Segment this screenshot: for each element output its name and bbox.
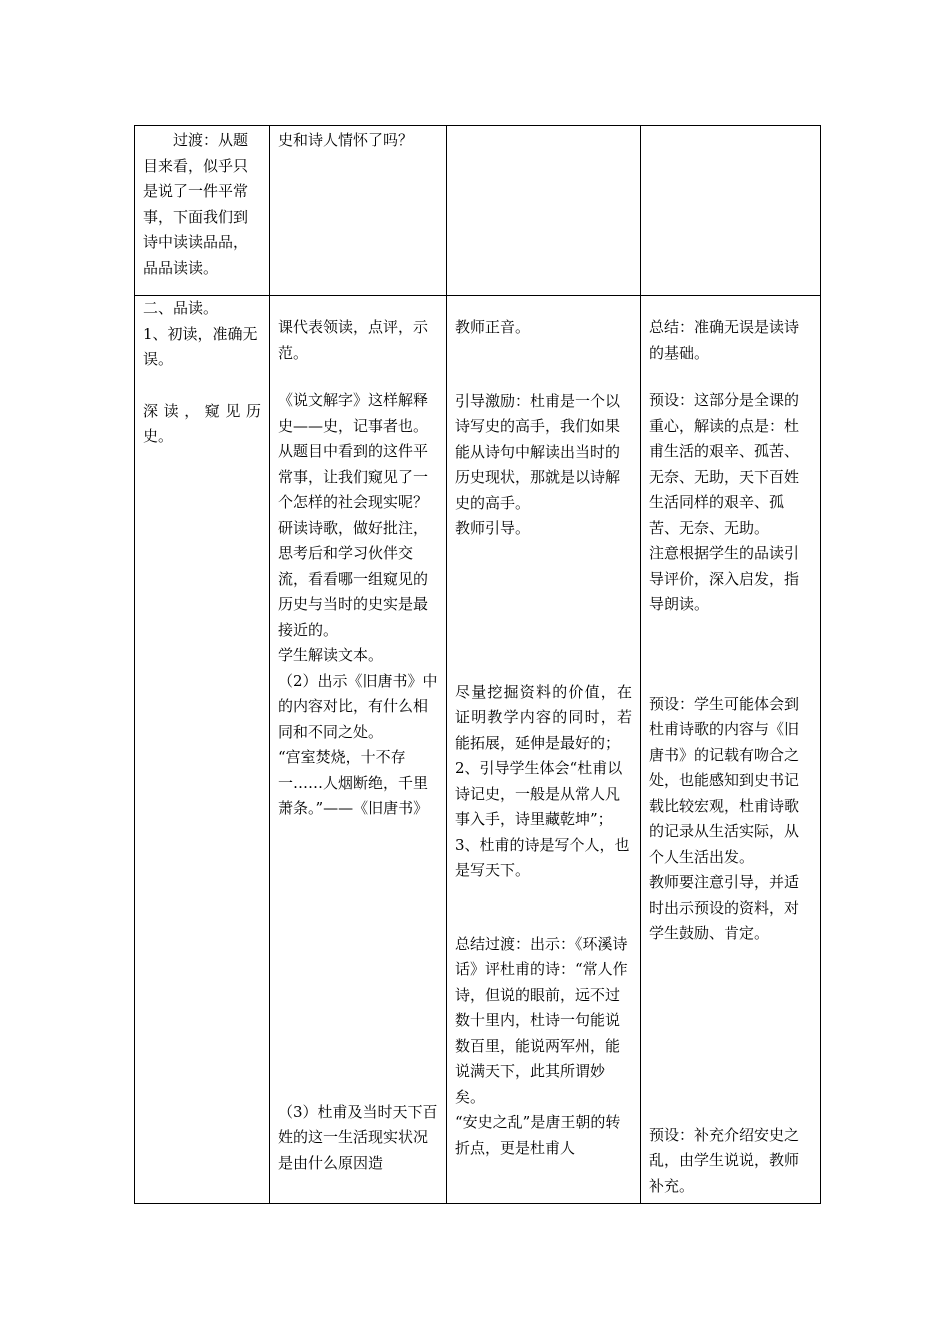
transition-text: 过渡：从题目来看，似乎只是说了一件平常事，下面我们到诗中读读品品，品品读读。	[143, 131, 249, 277]
table-cell	[641, 296, 821, 1204]
table-cell	[641, 126, 821, 296]
paragraph: “安史之乱”是唐王朝的转折点，更是杜甫人	[455, 1113, 621, 1157]
paragraph: 3、杜甫的诗是写个人，也是写天下。	[455, 835, 630, 879]
lesson-plan-table	[134, 125, 821, 1204]
table-cell	[270, 296, 447, 1204]
paragraph: 预设：补充介绍安史之乱，由学生说说，教师补充。	[649, 1125, 800, 1195]
table-cell	[447, 296, 641, 1204]
paragraph: 《说文解字》这样解释史——史，记事者也。从题目中看到的这件平常事，让我们窥见了一个怎样的社会现实呢？	[278, 391, 429, 511]
section-title: 二、品读。	[143, 299, 219, 317]
paragraph: 预设：这部分是全课的重心，解读的点是：杜甫生活的艰辛、孤苦、无奈、无助，天下百姓生活同样的艰辛、孤苦、无奈、无助。	[649, 391, 800, 537]
table-cell	[270, 126, 447, 296]
table-cell	[135, 296, 270, 1204]
paragraph: 教师引导。	[455, 519, 531, 537]
paragraph: 研读诗歌，做好批注，思考后和学习伙伴交流，看看哪一组窥见的历史与当时的史实是最接近的。	[278, 518, 429, 639]
table-cell	[135, 126, 270, 296]
quote: “宫室焚烧，十不存一……人烟断绝，千里萧条。”——《旧唐书》	[278, 748, 429, 817]
paragraph: 教师正音。	[455, 318, 531, 336]
paragraph: 预设：学生可能体会到杜甫诗歌的内容与《旧唐书》的记载有吻合之处，也能感知到史书记载比较宏观，杜甫诗歌的记录从生活实际，从个人生活出发。	[649, 694, 800, 866]
paragraph: 总结过渡：出示：《环溪诗话》评杜甫的诗：“常人作诗，但说的眼前，远不过数十里内，杜诗一句能说数百里，能说两军州，能说满天下，此其所谓妙矣。	[455, 934, 628, 1106]
paragraph: 尽量挖掘资料的价值，在证明教学内容的同时，若能拓展，延伸是最好的；	[455, 682, 632, 752]
step-item: 1、初读，准确无误。	[143, 324, 258, 368]
paragraph: 引导激励：杜甫是一个以诗写史的高手，我们如果能从诗句中解读出当时的历史现状，那就是以诗解史的高手。	[455, 391, 621, 512]
paragraph: 学生解读文本。	[278, 646, 384, 664]
paragraph: 课代表领读，点评，示范。	[278, 318, 429, 362]
table-row	[135, 296, 821, 1204]
paragraph: 总结：准确无误是读诗的基础。	[649, 318, 800, 362]
paragraph: （3）杜甫及当时天下百姓的这一生活现实状况是由什么原因造	[278, 1102, 438, 1172]
step-item: 深读，窥见历史。	[143, 401, 261, 445]
paragraph: 教师要注意引导，并适时出示预设的资料，对学生鼓励、肯定。	[649, 873, 800, 942]
paragraph: （2）出示《旧唐书》中的内容对比，有什么相同和不同之处。	[278, 671, 438, 741]
table-row	[135, 126, 821, 296]
cell-text: 史和诗人情怀了吗？	[278, 131, 414, 149]
paragraph: 2、引导学生体会“杜甫以诗记史，一般是从常人凡事入手，诗里藏乾坤”；	[455, 759, 623, 828]
table-cell	[447, 126, 641, 296]
paragraph: 注意根据学生的品读引导评价，深入启发，指导朗读。	[649, 544, 800, 613]
